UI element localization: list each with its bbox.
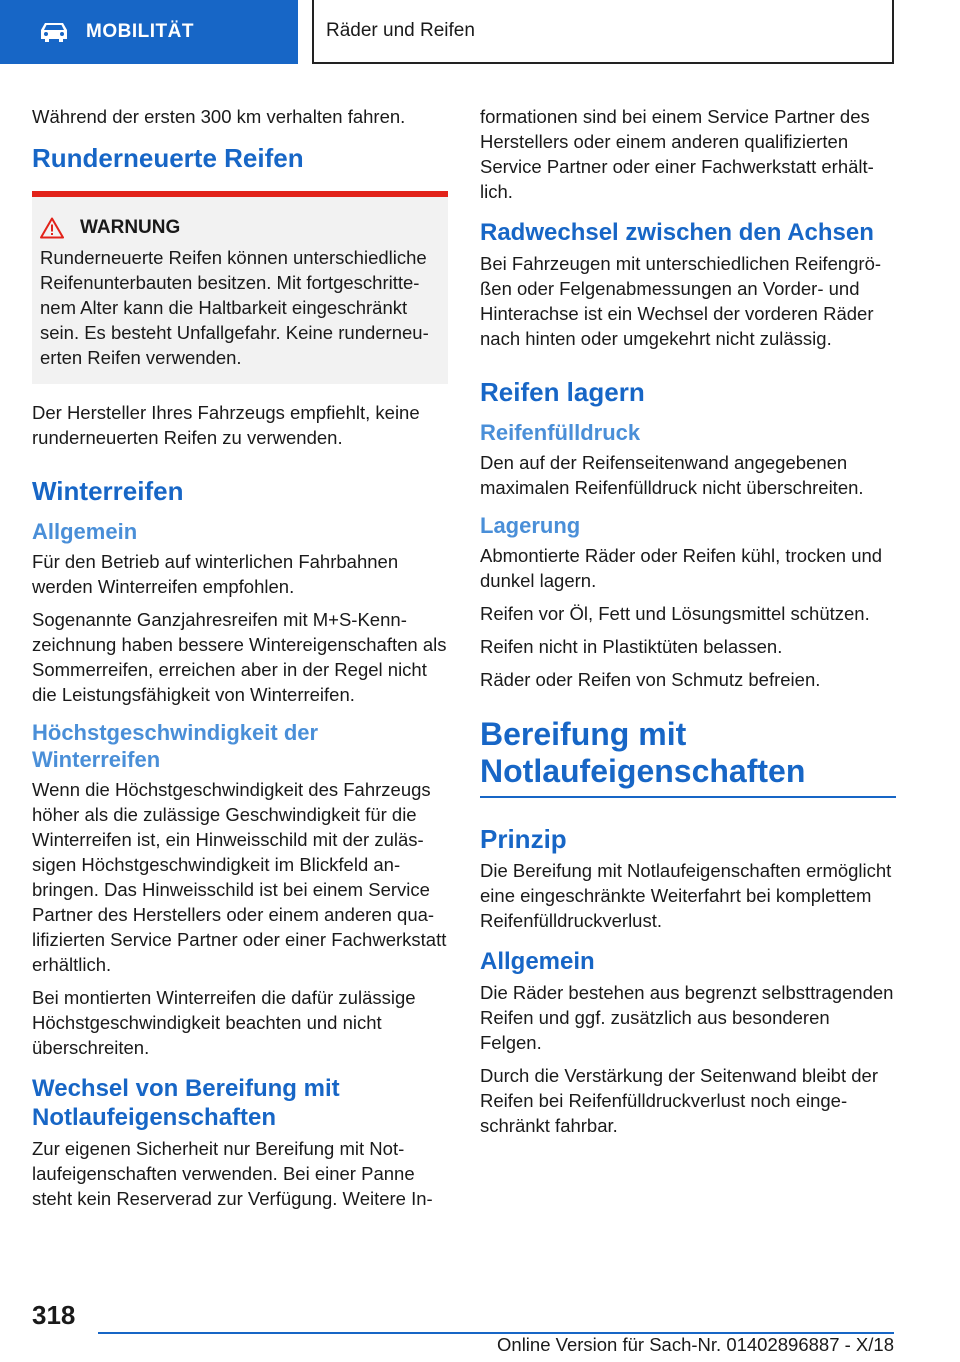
- footer-text: Online Version für Sach-Nr. 01402896887 - X/18: [497, 1334, 894, 1355]
- heading-prinzip: Prinzip: [480, 824, 567, 854]
- heading-wechsel: Wechsel von Bereifung mit Notlaufeigenschaften: [32, 1075, 340, 1131]
- heading-allgemein-right: Allgemein: [480, 948, 595, 975]
- paragraph-lagerung-2: Reifen vor Öl, Fett und Lösungsmittel schützen.: [480, 603, 870, 624]
- paragraph-hoechst-2: Bei montierten Winterreifen die dafür zulässige Höchstgeschwindigkeit beachten und nicht überschreiten.: [32, 987, 416, 1058]
- section-tab: [0, 0, 298, 64]
- heading-radwechsel: Radwechsel zwischen den Achsen: [480, 219, 874, 246]
- paragraph-continued: formationen sind bei einem Service Partner des Herstellers oder einem anderen qualifizierten Service Partner oder einer Fachwerkstatt erhältlich.: [480, 106, 874, 202]
- paragraph-wechsel: Zur eigenen Sicherheit nur Bereifung mit Notlaufeigenschaften verwenden. Bei einer Panne steht kein Reserverad zur Verfügung. Weitere In-: [32, 1138, 433, 1209]
- chapter-title: Räder und Reifen: [312, 0, 894, 64]
- heading-runderneuerte-reifen: Runderneuerte Reifen: [32, 143, 304, 173]
- paragraph-lagerung-3: Reifen nicht in Plastiktüten belassen.: [480, 636, 783, 657]
- heading-reifen-lagern: Reifen lagern: [480, 377, 645, 407]
- paragraph-radwechsel: Bei Fahrzeugen mit unterschiedlichen Reifengrößen oder Felgenabmessungen an Vorder- und Hinterachse ist ein Wechsel der vorderen Räder nach hinten oder umgekehrt nicht zulässig.: [480, 253, 882, 349]
- heading-reifenfuelldruck: Reifenfülldruck: [480, 420, 641, 445]
- paragraph-prinzip: Die Bereifung mit Notlaufeigenschaften ermöglicht eine eingeschränkte Weiterfahrt bei komplettem Reifenfülldruckverlust.: [480, 860, 892, 931]
- paragraph-hersteller: Der Hersteller Ihres Fahrzeugs empfiehlt, keine runderneuerten Reifen zu verwenden.: [32, 402, 420, 448]
- paragraph-allgemein-right-2: Durch die Verstärkung der Seitenwand bleibt der Reifen bei Reifenfülldruckverlust noch eingeschränkt fahrbar.: [480, 1065, 878, 1136]
- paragraph-hoechst-1: Wenn die Höchstgeschwindigkeit des Fahrzeugs höher als die zulässige Geschwindigkeit für die Winterreifen ist, ein Hinweisschild mit der zulässigen Höchstgeschwindigkeit im Blickfeld anbringen. Das Hinweisschild ist bei einem Service Partner des Herstellers oder einem anderen qualifizierten Service Partner oder einer Fachwerkstatt erhältlich.: [32, 779, 447, 975]
- car-icon: [38, 21, 70, 43]
- warning-box: [32, 191, 448, 384]
- paragraph-lagerung-4: Räder oder Reifen von Schmutz befreien.: [480, 669, 821, 690]
- paragraph-allgemein-1: Für den Betrieb auf winterlichen Fahrbahnen werden Winterreifen empfohlen.: [32, 551, 399, 597]
- paragraph-lagerung-1: Abmontierte Räder oder Reifen kühl, trocken und dunkel lagern.: [480, 545, 883, 591]
- warning-triangle-icon: [40, 217, 64, 239]
- paragraph-intro: Während der ersten 300 km verhalten fahren.: [32, 106, 406, 127]
- paragraph-allgemein-right-1: Die Räder bestehen aus begrenzt selbsttragenden Reifen und ggf. zusätzlich aus besonderen Felgen.: [480, 982, 894, 1053]
- heading-winterreifen: Winterreifen: [32, 476, 184, 506]
- heading-allgemein: Allgemein: [32, 519, 138, 544]
- heading-lagerung: Lagerung: [480, 513, 581, 538]
- heading-bereifung-notlauf: Bereifung mit Notlaufeigenschaften: [480, 716, 896, 798]
- right-column: [480, 104, 896, 1146]
- paragraph-fuelldruck: Den auf der Reifenseitenwand angegebenen maximalen Reifenfülldruck nicht überschreiten.: [480, 452, 864, 498]
- section-title: MOBILITÄT: [86, 21, 194, 42]
- warning-title: WARNUNG: [80, 217, 181, 238]
- heading-hoechstgeschwindigkeit: Höchstgeschwindigkeit der Winterreifen: [32, 720, 319, 772]
- paragraph-allgemein-2: Sogenannte Ganzjahresreifen mit M+S-Kennzeichnung haben bessere Wintereigenschaften als Sommerreifen, erreichen aber in der Regel nicht die Leistungsfähigkeit von Winterreifen.: [32, 609, 447, 705]
- warning-text: Runderneuerte Reifen können unterschiedliche Reifenunterbauten besitzen. Mit fortgeschrittenem Alter kann die Haltbarkeit eingeschränkt sein. Es besteht Unfallgefahr. Keine runderneuerten Reifen verwenden.: [40, 247, 429, 368]
- page-number: 318: [32, 1300, 76, 1330]
- left-column: [32, 104, 448, 1219]
